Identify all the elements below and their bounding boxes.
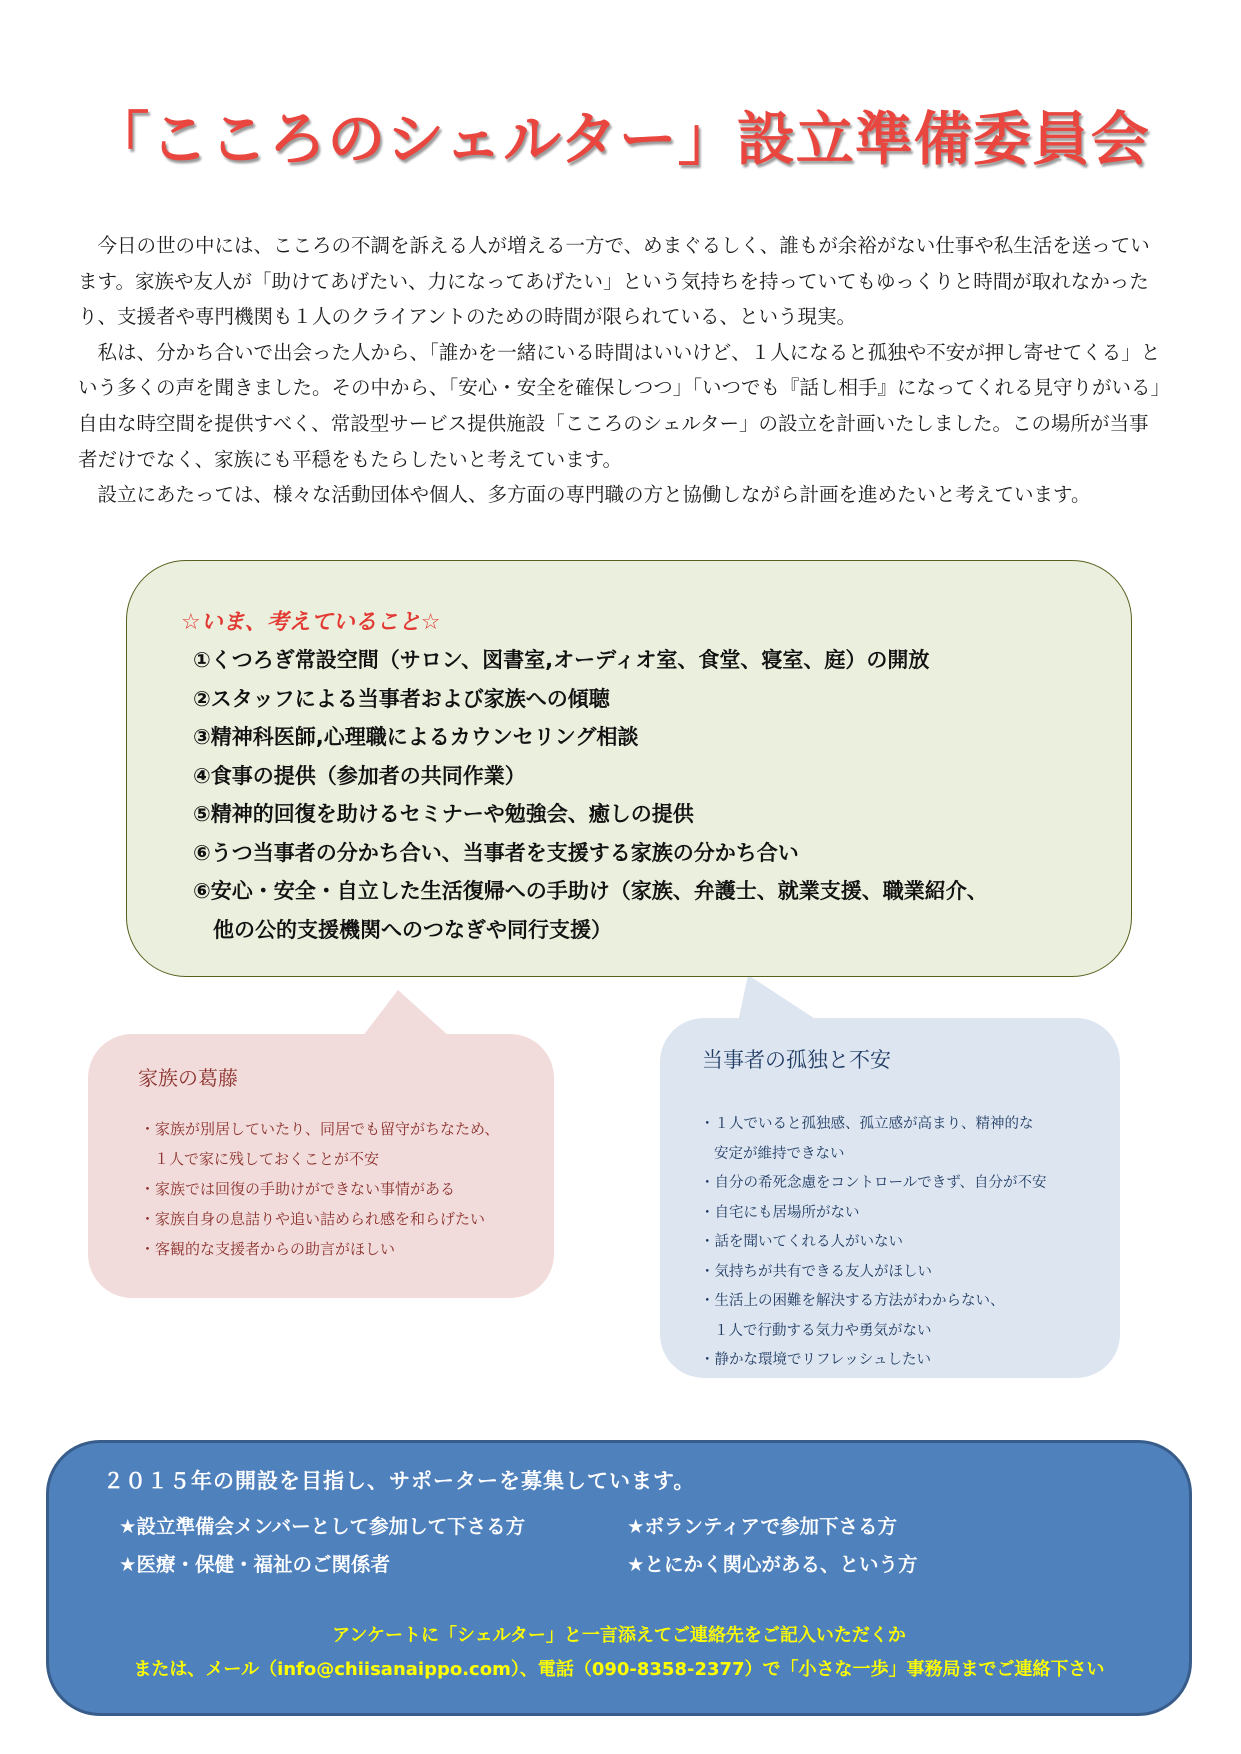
person-item: ・生活上の困難を解決する方法がわからない、 [700,1293,1005,1309]
person-item: 安定が維持できない [714,1145,845,1162]
person-item: ・話を聞いてくれる人がいない [700,1234,903,1250]
family-bubble [88,1034,554,1298]
blue-tail [738,975,820,1022]
plan-item: ⑤精神的回復を助けるセミナーや勉強会、癒しの提供 [193,802,694,826]
intro-paragraph: 設立にあたっては、様々な活動団体や個人、多方面の専門職の方と協働しながら計画を進めたいと考えています。 [97,483,1091,507]
banner-item: ★設立準備会メンバーとして参加して下さる方 [119,1515,526,1538]
person-list [700,1110,1047,1376]
plan-item: ④食事の提供（参加者の共同作業） [193,763,526,788]
family-item: ・家族が別居していたり、同居でも留守がちなため、 [140,1120,500,1138]
banner-item: ★とにかく関心がある、という方 [627,1553,918,1576]
family-item: １人で家に残しておくことが不安 [154,1150,380,1168]
person-item: ・自分の希死念慮をコントロールできず、自分が不安 [700,1175,1047,1191]
person-item: １人で行動する気力や勇気がない [714,1322,932,1339]
person-item: ・１人でいると孤独感、孤立感が高まり、精神的な [700,1116,1034,1132]
plan-item: ⑥安心・安全・自立した生活復帰への手助け（家族、弁護士、就業支援、職業紹介、 [193,879,988,903]
page-title: 「こころのシェルター」設立準備委員会 [91,105,1150,173]
person-item: ・静かな環境でリフレッシュしたい [700,1352,931,1368]
intro-paragraph: 今日の世の中には、こころの不調を訴える人が増える一方で、めまぐるしく、誰もが余裕がない仕事や私生活を送っています。家族や友人が「助けてあげたい、力になってあげたい」という気持ちを持っていてもゆっくりと時間が取れなかったり、支援者や専門機関も１人のクライアントのための時間が限られている、という現実。 [78,234,1150,329]
banner-heading: ２０１５年の開設を目指し、サポーターを募集しています。 [103,1469,696,1493]
plans-bubble [126,560,1132,977]
family-item: ・家族では回復の手助けができない事情がある [140,1180,456,1198]
plan-item: ②スタッフによる当事者および家族への傾聴 [193,686,610,711]
banner-item: ★ボランティアで参加下さる方 [627,1515,898,1538]
family-list [140,1114,499,1264]
intro-paragraph: 私は、分かち合いで出会った人から、「誰かを一緒にいる時間はいいけど、１人になると孤独や不安が押し寄せてくる」という多くの声を聞きました。その中から、「安心・安全を確保しつつ」「いつでも『話し相手』になってくれる見守りがいる」自由な時空間を提供すべく、常設型サービス提供施設「こころのシェルター」の設立を計画いたしました。この場所が当事者だけでなく、家族にも平穏をもたらしたいと考えています。 [78,340,1161,471]
family-item: ・家族自身の息詰りや追い詰められ感を和らげたい [140,1210,486,1228]
family-heading: 家族の葛藤 [138,1066,238,1090]
person-heading: 当事者の孤独と不安 [702,1048,891,1072]
plans-list [193,641,988,949]
person-bubble [660,1018,1120,1378]
plan-item: ⑥うつ当事者の分かち合い、当事者を支援する家族の分かち合い [193,840,799,865]
family-item: ・客観的な支援者からの助言がほしい [140,1240,396,1258]
person-item: ・気持ちが共有できる友人がほしい [700,1263,932,1280]
person-item: ・自宅にも居場所がない [700,1204,860,1221]
plan-item: ①くつろぎ常設空間（サロン、図書室,オーディオ室、食堂、寝室、庭）の開放 [193,648,930,672]
banner-item: ★医療・保健・福祉のご関係者 [119,1553,390,1576]
plan-item: ③精神科医師,心理職によるカウンセリング相談 [193,725,639,749]
plans-heading: ☆いま、考えていること☆ [181,610,441,635]
contact-line: アンケートに「シェルター」と一言添えてご連絡先をご記入いただくか [332,1625,906,1646]
supporter-banner [46,1440,1192,1716]
pink-tail [362,990,450,1037]
plan-item: 他の公的支援機関へのつなぎや同行支援） [213,917,612,942]
contact-line: または、メール（info@chiisanaippo.com）、電話（090-8358-2377）で「小さな一歩」事務局までご連絡下さい [133,1659,1105,1680]
